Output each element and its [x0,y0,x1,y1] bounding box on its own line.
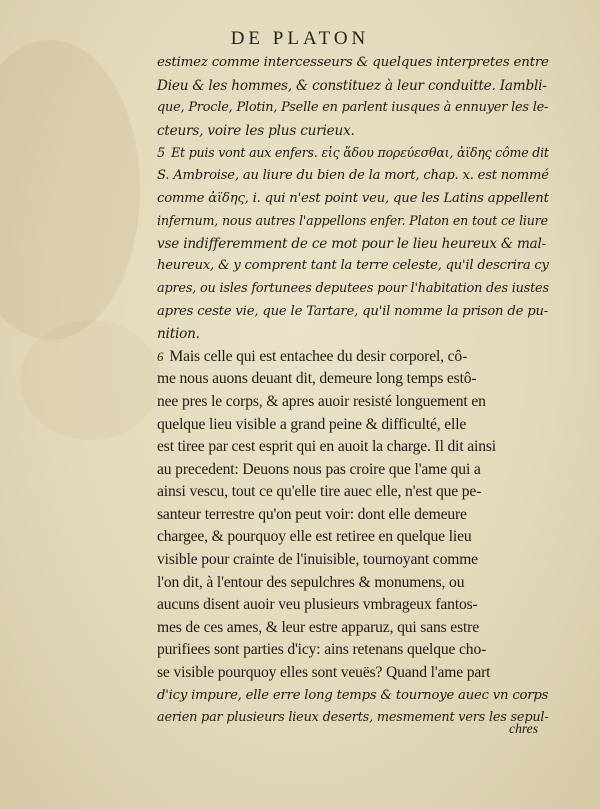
text-line [157,662,547,685]
line-text: se visible pourquoy elles sont veuës? Quand l'ame part [157,664,491,682]
line-text: visible pour crainte de l'inuisible, tournoyant comme [157,551,478,569]
text-line [157,481,547,504]
text-line [157,572,547,595]
line-text: au precedent: Deuons nous pas croire que l'ame qui a [157,460,481,478]
text-line [157,707,547,730]
line-text: aucuns disent auoir veu plusieurs vmbrageux fantos- [157,596,478,614]
text-line [157,188,547,211]
text-line [157,323,547,346]
text-line [157,368,547,391]
text-line [157,301,547,324]
line-text: vse indifferemment de ce mot pour le lieu heureux & mal- [157,235,547,252]
text-line [157,617,547,640]
water-stain [20,320,160,440]
text-line [157,594,547,617]
line-text: nee pres le corps, & apres auoir resisté longuement en [157,392,486,410]
line-text: Mais celle qui est entachee du desir corporel, cô- [169,347,468,365]
text-line [157,255,547,278]
line-text: estimez comme intercesseurs & quelques interpretes entre [157,55,549,70]
text-line [157,75,547,98]
text-line [157,97,547,120]
line-text: que, Procle, Plotin, Pselle en parlent iusques à ennuyer les le- [157,100,549,116]
text-line [157,436,547,459]
text-line [157,459,547,482]
line-text: ainsi vescu, tout ce qu'elle tire auec elle, n'est que pe- [157,483,482,501]
line-text: quelque lieu visible a grand peine & difficulté, elle [157,415,467,433]
text-line [157,52,547,75]
line-text: apres, ou isles fortunees deputees pour l'habitation des iustes [157,280,549,296]
text-line [157,526,547,549]
text-line [157,165,547,188]
line-text: purifiees sont parties d'icy: ains retenans quelque cho- [157,641,487,659]
text-line [157,233,547,256]
line-text: aerien par plusieurs lieux deserts, mesmement vers les sepul- [157,710,549,726]
text-line [157,142,547,165]
note-marker: 6 [157,348,164,364]
water-stain [0,40,140,340]
text-line [157,504,547,527]
line-text: heureux, & y comprent tant la terre celeste, qu'il descrira cy [157,258,549,274]
line-text: Dieu & les hommes, & constituez à leur conduitte. Iambli- [157,77,547,94]
line-text: apres ceste vie, que le Tartare, qu'il nomme la prison de pu- [157,303,549,319]
running-head: DE PLATON [230,28,370,49]
line-text: me nous auons deuant dit, demeure long temps estô- [157,370,477,388]
text-line [157,639,547,662]
note-marker: 5 [157,146,166,162]
line-text: nition. [157,326,200,343]
line-text: santeur terrestre qu'on peut voir: dont elle demeure [157,505,467,523]
line-text: infernum, nous autres l'appellons enfer. Platon en tout ce liure [157,213,548,229]
line-text: cteurs, voire les plus curieux. [157,122,355,139]
text-line [157,685,547,708]
line-text: Et puis vont aux enfers. εἰς ἅδου πορεύεσθαι, ἀϊδης côme dit [171,145,549,161]
text-line [157,391,547,414]
line-text: l'on dit, à l'entour des sepulchres & monumens, ou [157,573,465,591]
line-text: d'icy impure, elle erre long temps & tournoye auec vn corps [157,687,549,703]
line-text: est tiree par cest esprit qui en auoit la charge. Il dit ainsi [157,438,496,456]
line-text: mes de ces ames, & leur estre apparuz, qui sans estre [157,618,479,636]
line-text: comme ἀϊδης, i. qui n'est point veu, que les Latins appellent [157,190,549,206]
text-line [157,210,547,233]
text-line [157,549,547,572]
line-text: S. Ambroise, au liure du bien de la mort, chap. x. est nommé [157,167,549,183]
text-line [157,120,547,143]
catchword: chres [509,721,538,736]
text-line [157,346,547,369]
line-text: chargee, & pourquoy elle est retiree en quelque lieu [157,528,472,546]
text-block [157,52,547,730]
text-line [157,414,547,437]
text-line [157,278,547,301]
